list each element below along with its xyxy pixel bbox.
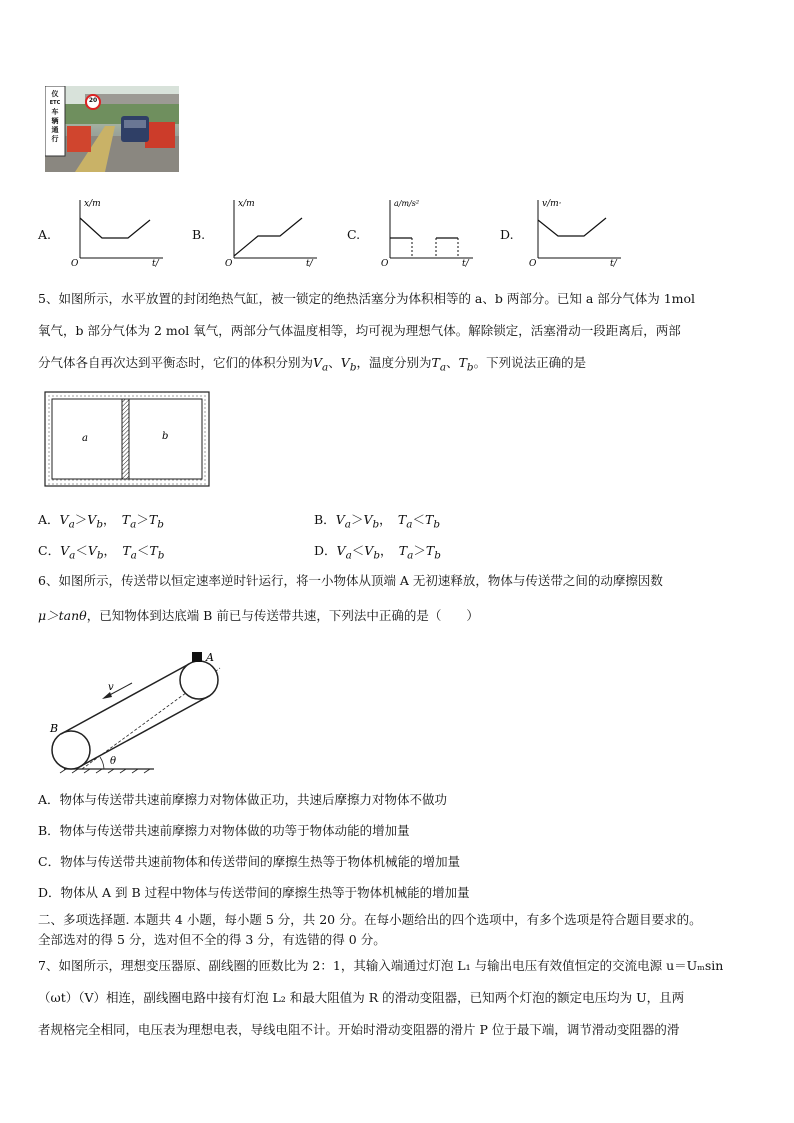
q4-option-a-label: A.	[38, 227, 52, 242]
q5-cylinder-figure	[44, 391, 210, 487]
q4-graph-c	[378, 196, 478, 268]
svg-text:O: O	[381, 259, 389, 268]
q5-option-d[interactable]: D．$V_a<V_b$， $T_a>T_b$	[314, 543, 441, 562]
q6-option-b[interactable]: B．物体与传送带共速前摩擦力对物体做的功等于物体动能的增加量	[38, 823, 410, 838]
gas-b-label: b	[162, 431, 169, 442]
speed-limit-sign: 20	[88, 97, 98, 104]
q7-text-line-1: 7、如图所示，理想变压器原、副线圈的匝数比为 2：1，其输入端通过灯泡 L₁ 与输出电压有效值恒定的交流电源 u＝Uₘsin	[38, 958, 724, 973]
svg-text:a/m/s²: a/m/s²	[394, 199, 420, 208]
q5-text-line-2: 氧气，b 部分气体为 2 mol 氧气，两部分气体温度相等，均可视为理想气体。解除锁定，活塞滑动一段距离后，两部	[38, 323, 681, 338]
svg-text:t/: t/	[306, 259, 313, 268]
q4-option-b-label: B.	[192, 227, 206, 242]
svg-text:O: O	[71, 259, 79, 268]
svg-text:x/m: x/m	[238, 199, 255, 209]
q6-text-line-2: μ＞tanθ，已知物体到达底端 B 前已与传送带共速，下列法中正确的是（ ）	[38, 608, 479, 623]
point-b-label: B	[50, 722, 59, 735]
svg-text:v/m·: v/m·	[542, 199, 562, 209]
q7-text-line-2: （ωt）（V）相连，副线圈电路中接有灯泡 L₂ 和最大阻值为 R 的滑动变阻器，已知两个灯泡的额定电压均为 U，且两	[38, 990, 685, 1005]
q6-option-c[interactable]: C．物体与传送带共速前物体和传送带间的摩擦生热等于物体机械能的增加量	[38, 854, 461, 869]
svg-text:O: O	[529, 259, 537, 268]
q4-graph-d	[526, 196, 626, 268]
q4-graph-a	[68, 196, 168, 268]
section-2-heading-line-2: 全部选对的得 5 分，选对但不全的得 3 分，有选错的得 0 分。	[38, 932, 386, 947]
q5-option-b[interactable]: B．$V_a>V_b$， $T_a<T_b$	[314, 512, 441, 531]
q7-text-line-3: 者规格完全相同，电压表为理想电表，导线电阻不计。开始时滑动变阻器的滑片 P 位于最下端，调节滑动变阻器的滑	[38, 1022, 680, 1037]
svg-text:t/: t/	[462, 259, 469, 268]
velocity-label: v	[108, 682, 114, 693]
q6-option-d[interactable]: D．物体从 A 到 B 过程中物体与传送带间的摩擦生热等于物体机械能的增加量	[38, 885, 470, 900]
svg-text:t/: t/	[610, 259, 617, 268]
etc-lane-photo	[45, 86, 179, 172]
svg-text:t/: t/	[152, 259, 159, 268]
section-2-heading-line-1: 二、多项选择题. 本题共 4 小题，每小题 5 分，共 20 分。在每小题给出的四个选项中，有多个选项是符合题目要求的。	[38, 912, 702, 927]
svg-text:O: O	[225, 259, 233, 268]
point-a-label: A	[206, 651, 214, 664]
etc-photo-illustration	[45, 86, 179, 172]
etc-sign-text: 仪 ETC 车 辆 通 行	[49, 90, 61, 143]
q4-option-d-label: D.	[500, 227, 514, 242]
q4-option-c-label: C.	[347, 227, 361, 242]
q5-option-a[interactable]: A．$V_a>V_b$， $T_a>T_b$	[38, 512, 164, 531]
angle-theta-label: θ	[110, 756, 117, 767]
q6-conveyor-figure	[44, 648, 230, 774]
q5-text-line-3: 分气体各自再次达到平衡态时，它们的体积分别为$V_a$、$V_b$，温度分别为$T_a$、$T_b$。下列说法正确的是	[38, 355, 587, 374]
q5-option-c[interactable]: C．$V_a<V_b$， $T_a<T_b$	[38, 543, 165, 562]
q6-option-a[interactable]: A．物体与传送带共速前摩擦力对物体做正功，共速后摩擦力对物体不做功	[38, 792, 448, 807]
svg-text:x/m: x/m	[84, 199, 101, 209]
gas-a-label: a	[82, 433, 88, 444]
q5-text-line-1: 5、如图所示，水平放置的封闭绝热气缸，被一锁定的绝热活塞分为体积相等的 a、b 两部分。已知 a 部分气体为 1mol	[38, 291, 696, 306]
q6-text-line-1: 6、如图所示，传送带以恒定速率逆时针运行，将一小物体从顶端 A 无初速释放，物体与传送带之间的动摩擦因数	[38, 573, 663, 588]
q4-graph-b	[222, 196, 322, 268]
